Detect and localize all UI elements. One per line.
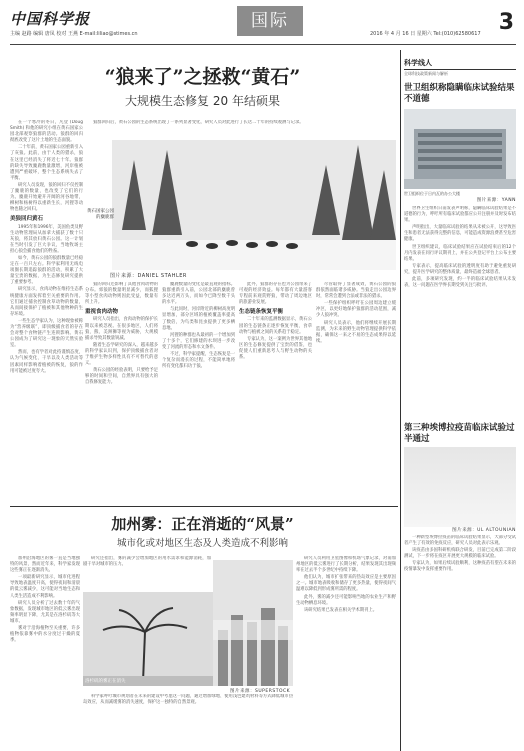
- page-number: 3: [498, 10, 514, 35]
- body-text: 麋鹿数量的变化是最直观的指标。狼群重新引入前，公园北部的麋鹿曾多达近两万头，而如今已降至数千头的水平。 与此同时，河岸附近的柳树高度明显增加，部分区域的植被覆盖率提高了数倍，为鸟类和昆虫提供了更多栖息地。 河狸的种群也从最初的一个增加到了十多个，它们修建的水坝进一步改变了河流的形态和水文条件。 不过，科学家提醒，生态恢复是一个复杂而漫长的过程，不能简单地将所有变化都归功于狼。: [162, 282, 235, 370]
- article2-subhead: 城市化或对地区生态及人类造成不利影响: [116, 538, 288, 549]
- sidebar-credit-2: 图片来源：UL ALTOUNIAN: [452, 528, 516, 533]
- article1-column-3: [162, 282, 235, 504]
- column-divider: [400, 50, 401, 751]
- sidebar-headline-2: 第三种埃博拉疫苗临床试验过半通过: [404, 423, 515, 444]
- sidebar-body-1: 世界卫生组织日前发表声明称，隐瞒临床试验结果是不道德的行为，呼吁所有临床试验都应公开注册并及时发布结果。 声明指出，大量临床试验的结果从未被公开，这导致医生和患者无法获得完整的信息，可能造成资源浪费甚至危害健康。 世卫组织建议，临床试验结果应在试验结束后的12个月内发表在同行评议期刊上，并在公共登记平台上公布主要结果。 专家表示，提高临床试验的透明度有助于避免重复研究，提升医学研究的整体质量，最终造福全球患者。 此前，多项研究发现，约一半的临床试验结果从未发表，这一问题在医学界长期受到关注与批评。: [404, 206, 516, 289]
- sidebar-column-name: 科学线人: [404, 58, 516, 70]
- article2-column-1: [10, 556, 80, 746]
- article-divider: [10, 506, 398, 507]
- article1-column-4: [239, 282, 312, 504]
- body-text: 此外，狼群的存在也为公园带来了可观的经济效益。每年都有大量游客专程前来观赏野狼，带动了周边地区的旅游业发展。 生态链条恢复平衡 二十年来的监测数据显示，黄石公园的生态链条正逐步恢复平衡，食草动物与植被之间的关系趋于稳定。 专家认为，这一案例为世界其他地区的生态修复提供了宝贵的借鉴，也促使人们重新思考人与野生动物的关系。: [239, 282, 312, 361]
- article1-column-5: [316, 282, 396, 504]
- sidebar: [404, 58, 516, 751]
- elk-photo-caption: 黄石国家公园的麋鹿群: [87, 209, 114, 220]
- sidebar-headline-1: 世卫组织称隐瞒临床试验结果不道德: [404, 83, 515, 104]
- date-line: 2016 年 4 月 16 日 星期六 Tel:(010)62580617: [370, 31, 481, 37]
- sidebar-column-sub: 全球科技政策新闻与解析: [404, 71, 448, 76]
- palm-photo-caption: 洛杉矶的雾正在消失: [85, 679, 126, 684]
- city-fog-illustration: [213, 560, 293, 686]
- sidebar-photo-caption: 世卫组织位于日内瓦的办公大楼: [404, 191, 460, 196]
- body-text: 尽管取得了显著成效，黄石公园的狼群依然面临诸多威胁。当狼走出公园边界时，常常会遭到合法或非法的猎杀。 一些保护组织呼吁在公园周边建立缓冲区，以更好地保护狼群的活动范围，减少人狼冲突。 研究人员表示，他们将继续开展长期监测，为未来的野生动物管理提供科学依据，确保这一来之不易的生态成果得以延续。: [316, 282, 396, 344]
- palm-tree-photo: [83, 592, 213, 686]
- sidebar-photo-2: [404, 447, 516, 527]
- section-title: 美狼回归黄石: [10, 216, 44, 223]
- article2-photo-credit: 图片来源：SUPERSTOCK: [230, 689, 291, 694]
- article1-headline: “狼来了”之拯救“黄石”: [104, 66, 301, 88]
- article2-column-2: [83, 694, 293, 746]
- city-fog-photo: [213, 560, 293, 686]
- elk-photo: [112, 140, 396, 270]
- who-building-photo: [404, 109, 516, 189]
- article2-headline: 加州雾：正在消逝的“风景”: [111, 515, 294, 533]
- palm-illustration: [83, 592, 213, 686]
- newspaper-logo: 中国科学报: [10, 10, 91, 28]
- article2-column-3: [296, 556, 396, 746]
- body-text: 研究还指出，雾的减少会增加地区的用水需求和能源消耗，加剧干旱对城市的压力。: [83, 556, 211, 568]
- body-text: 加州沿海地区的雾一直是当地独特的风景，然而近年来，科学家发现这些雾正在逐渐消失。 一项最新研究显示，城市化进程导致地表温度升高，使得夜间和清晨的低云雾减少，这可能对当地生态和人类生活造成不利影响。 研究人员分析了过去数十年的气象数据，发现城市地区的低云雾出现频率明显下降，尤其是在洛杉矶等大城市。 雾对于沿海植物至关重要，许多植物依靠雾中的水分度过干燥的夏季。: [10, 556, 80, 644]
- editor-info: 主编 赵路 编辑 唐凤 校对 王燕 E-mail:liliao@stimes.cn: [10, 31, 138, 37]
- body-text: 在一个寒冷的冬日，凡登 (Doug Smith) 和他的研究小组在黄石国家公园北部观察狼群的活动。狼群的回归彻底改变了这片土地的生态面貌。 二十年前，黄石国家公园重新引入了灰狼。此前，由于人类的猎杀，狼在这里已经消失了将近七十年。狼群的缺失导致麋鹿数量激增，河岸植被遭到严重破坏，整个生态系统失去了平衡。 研究人员发现，狼的回归不仅控制了麋鹿的数量，也改变了它们的行为。麋鹿开始避开开阔的河谷地带，柳树和杨树得以重新生长，河狸等动物也随之回归。 美狼回归黄石 1995年和1996年，美国鱼类及野生动物管理局从加拿大捕获了数十只灰狼，将其放归黄石公园。这一计划在当时引发了巨大争议，当地牧场主担心狼会捕食他们的牲畜。 如今，黄石公园的狼群数量已经稳定在一百只左右。科学家利用无线电项圈长期追踪狼群的活动，积累了大量宝贵的数据，为生态修复研究提供了重要参考。 研究显示，食肉动物在维持生态系统健康方面发挥着至关重要的作用。它们通过捕食控制食草动物的数量，从而间接保护了植被和其他物种的生存环境。 一些生态学家认为，这种现象被称为“营养级联”，即顶级捕食者的存在会对整个食物链产生连锁影响。黄石公园成为了研究这一现象的天然实验室。 然而，也有学者对此持谨慎态度，认为气候变化、干旱以及人类活动等因素同样影响着植被的恢复，狼的作用可能被过度夸大。: [10, 120, 83, 374]
- body-text: 研究人员利用卫星图像和机场气象记录，对南加州地区的低云雾进行了长期分析，结果发现其出现频率在过去半个多世纪中持续下降。 他们认为，城市扩张带来的热岛效应是主要原因之一。城市地表吸收和储存了更多热量，使得夜间气温难以降低到形成雾所需的程度。 此外，雾的减少还可能影响当地的农业生产和野生动物栖息环境。 该研究结果已发表在相关学术期刊上。: [296, 556, 396, 613]
- sidebar-photo-credit: 图片来源：YANN: [476, 198, 516, 203]
- body-text: 科学家呼吁城市规划者在未来的建设中考虑这一问题，通过增加绿地、使用浅色建筑材料等方式降低城市热岛效应，从而减缓雾的消失速度，保护这一独特的自然景观。: [83, 694, 293, 706]
- section-title: 重视食肉动物: [85, 309, 119, 316]
- section-title: 生态链条恢复平衡: [239, 309, 284, 316]
- building-illustration: [404, 109, 516, 189]
- article1-subhead: 大规模生态修复 20 年结硕果: [125, 94, 280, 108]
- body-text: 狼群回归后，黄石公园的生态系统出现了一系列显著变化，研究人员对此进行了长达二十年的持续观测与记录。: [93, 120, 304, 125]
- article1-column-top: [85, 120, 398, 140]
- sidebar-body-2: 一种新型埃博拉疫苗的临床试验结果显示，大部分受试者产生了有效的免疫反应，研究人员对此表示乐观。 该疫苗由多国科研机构联合研发，目前已完成第二阶段测试，下一步将在疫区开展更大规模的临床试验。 专家认为，如果后续试验顺利，这种疫苗有望在未来的疫情暴发中发挥重要作用。: [404, 535, 516, 573]
- masthead: [10, 6, 516, 45]
- elk-herd-illustration: [112, 140, 396, 270]
- section-tab: 国际: [237, 6, 303, 36]
- article2-column-2-top: [83, 556, 211, 590]
- article1-column-2: [85, 282, 158, 504]
- article1-column-1: [10, 120, 83, 504]
- elk-photo-credit: 图片来源：DANIEL STAHLER: [110, 273, 187, 279]
- body-text: 狼的回归还影响了其他食肉动物的分布。郊狼的数量明显减少，而狐狸等小型食肉动物则因此受益，数量有所上升。 重视食肉动物 研究人员指出，食肉动物的保护长期以来被忽视。在很多地区，人们将狼、熊、美洲狮等视为威胁，大规模捕杀导致其数量锐减。 随着生态学研究的深入，越来越多的科学家认识到，保护顶级捕食者对于维护生物多样性具有不可替代的意义。 黄石公园的经验表明，只要给予足够的时间和空间，自然界具有强大的自我修复能力。: [85, 282, 158, 386]
